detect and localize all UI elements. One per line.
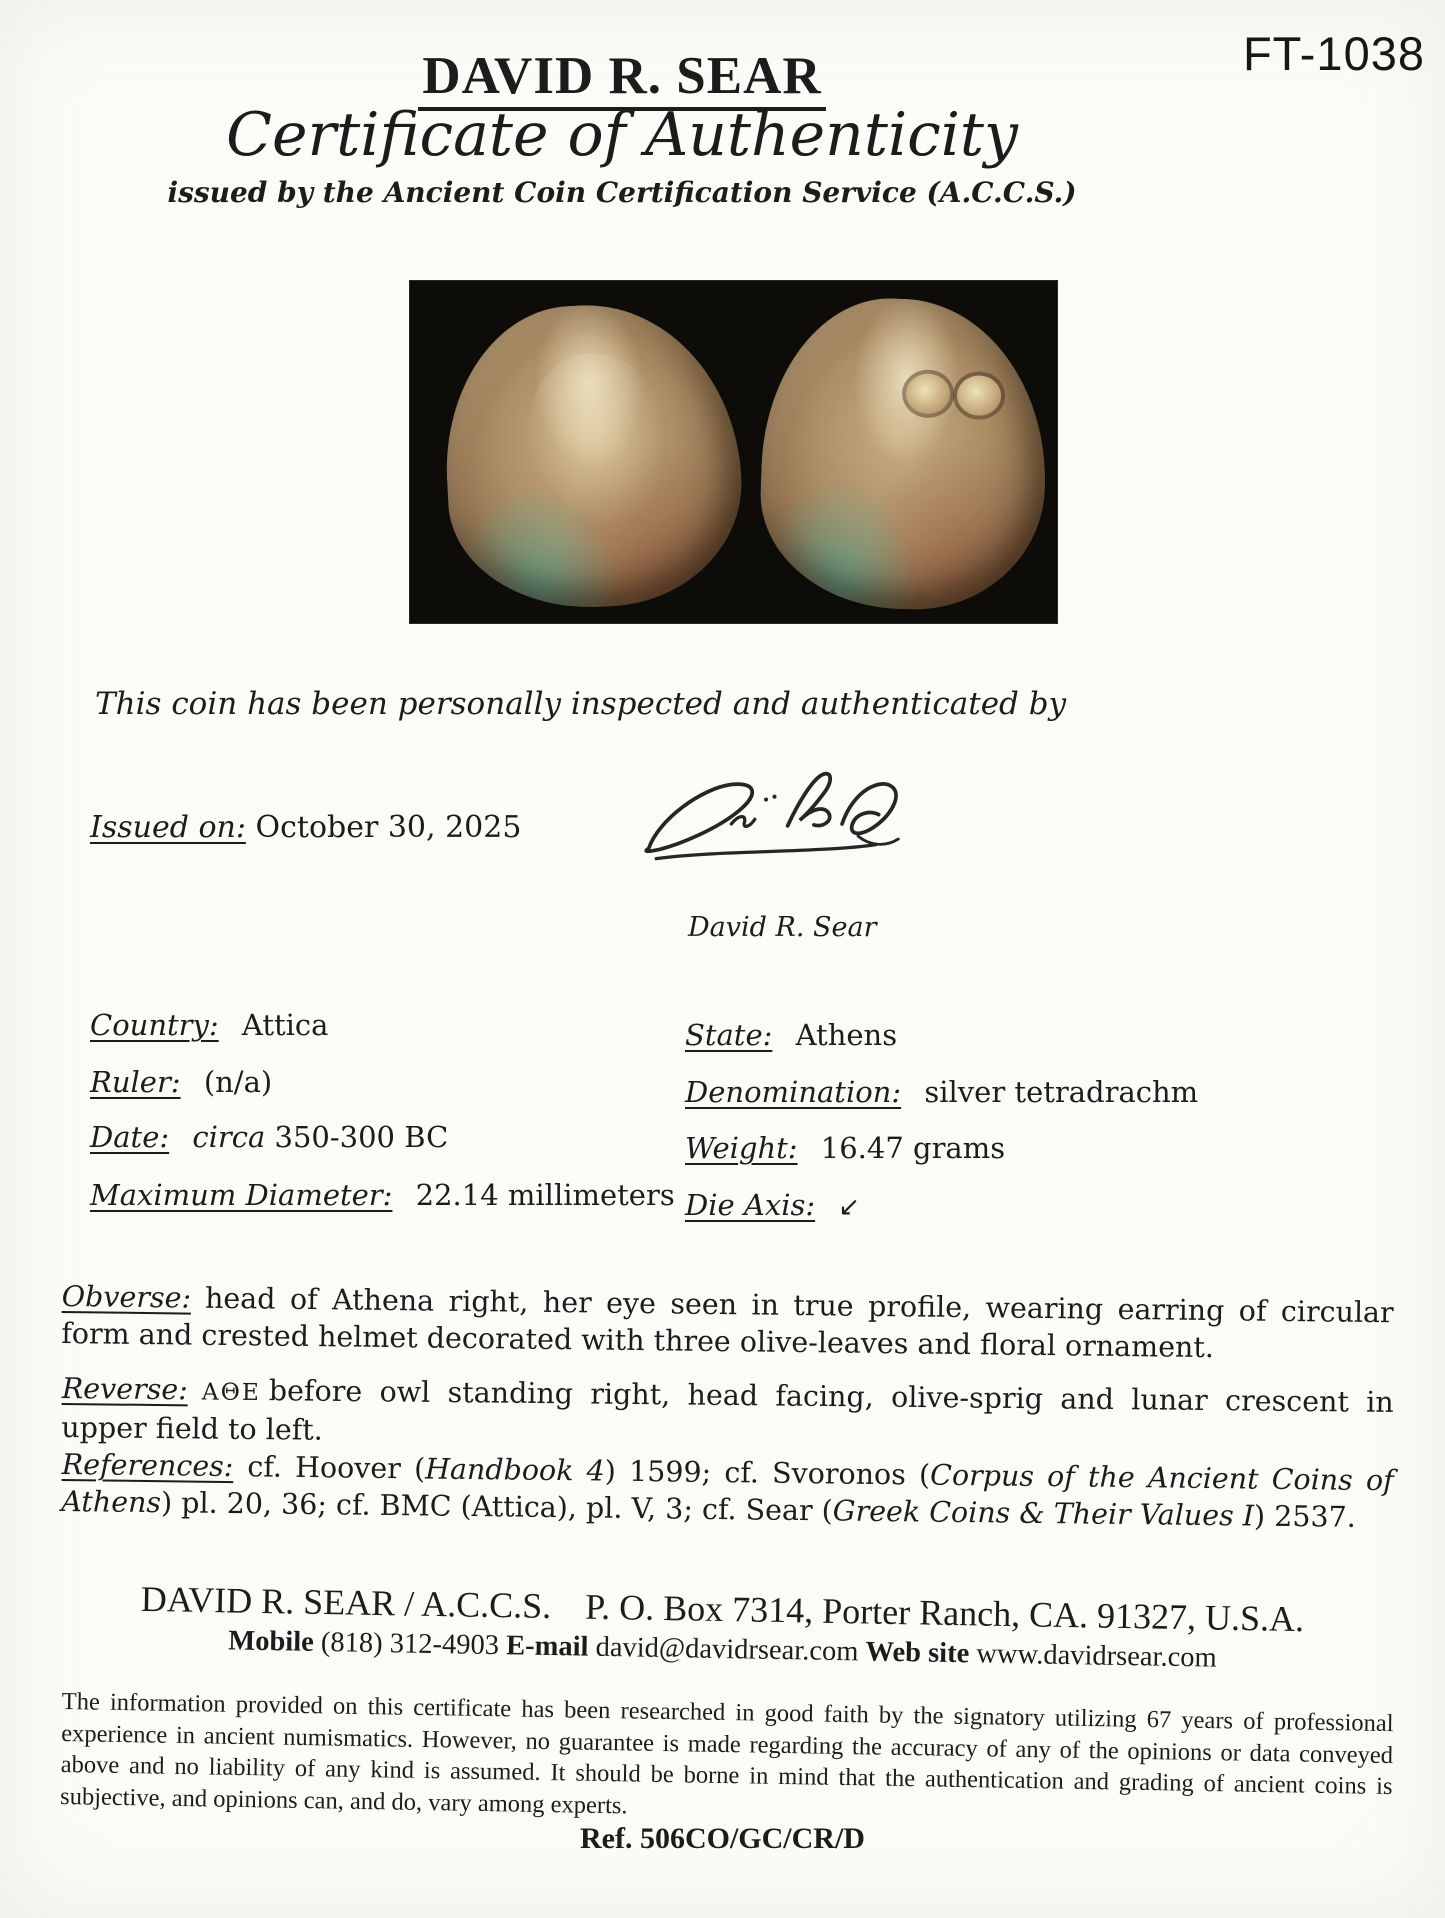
certificate-number: FT-1038 [1242,27,1425,80]
certificate-subtitle: issued by the Ancient Coin Certification Service (A.C.C.S.) [167,176,1077,209]
max-diameter-value: 22.14 millimeters [415,1178,675,1212]
references-title-1: Handbook 4 [424,1452,605,1488]
field-die-axis [685,1188,860,1222]
reverse-label: Reverse: [61,1371,188,1407]
footer-issuer-name: DAVID R. SEAR / A.C.C.S. [140,1578,552,1627]
field-weight [685,1131,1005,1165]
obverse-description [61,1278,1394,1368]
die-axis-label: Die Axis: [685,1188,816,1222]
date-value: 350-300 BC [274,1120,449,1154]
country-value: Attica [241,1008,329,1042]
issuer-name-heading: DAVID R. SEAR [0,46,1244,106]
references-title-2: Corpus of the Ancient Coins of Athens [61,1458,1394,1520]
field-state [685,1018,897,1052]
mobile-number: (818) 312-4903 [320,1626,500,1662]
field-denomination [685,1075,1198,1109]
max-diameter-label: Maximum Diameter: [90,1178,393,1212]
attestation-text: This coin has been personally inspected and authenticated by [95,686,1067,722]
ruler-value: (n/a) [203,1065,273,1099]
ruler-label: Ruler: [90,1065,181,1099]
references-text: cf. Hoover ( [247,1450,426,1486]
coin-obverse-image [438,298,747,615]
country-label: Country: [90,1008,219,1042]
mobile-label: Mobile [228,1625,315,1658]
website-label: Web site [865,1636,970,1670]
issued-on-value: October 30, 2025 [255,810,522,845]
email-address: david@davidrsear.com [595,1631,859,1668]
obverse-label: Obverse: [61,1279,192,1315]
date-label: Date: [90,1120,170,1154]
obverse-text: head of Athena right, her eye seen in true profile, wearing earring of circular form and crested helmet decorated with three olive-leaves and floral ornament. [61,1281,1394,1365]
references-label: References: [61,1447,234,1484]
state-value: Athens [795,1018,898,1052]
state-label: State: [685,1018,773,1052]
references-text: ) 2537. [1253,1499,1357,1534]
weight-label: Weight: [685,1131,798,1165]
references-text: ) pl. 20, 36; cf. BMC (Attica), pl. V, 3; cf. Sear ( [160,1486,833,1528]
references-title-3: Greek Coins & Their Values I [832,1494,1255,1533]
footer-address: P. O. Box 7314, Porter Ranch, CA. 91327, U.S.A. [584,1586,1305,1640]
issued-on-label: Issued on: [90,810,246,845]
coin-reverse-image [757,294,1052,614]
weight-value: 16.47 grams [820,1131,1006,1165]
coin-photo [410,281,1057,623]
issued-on-row [90,810,521,845]
certificate-title: Certificate of Authenticity [226,100,1018,170]
die-axis-value: ↙ [838,1192,861,1222]
field-country [90,1008,328,1042]
reverse-description [61,1370,1394,1460]
references-text: ) 1599; cf. Svoronos ( [604,1454,931,1492]
email-label: E-mail [505,1630,589,1663]
reverse-text: before owl standing right, head facing, olive-sprig and lunar crescent in upper field to left. [61,1374,1394,1447]
reverse-greek-legend: ΑΘΕ [201,1377,262,1407]
date-value-circa: circa [192,1120,266,1154]
references-paragraph [61,1446,1394,1536]
signatory-printed-name: David R. Sear [688,912,877,943]
field-date [90,1120,448,1154]
website-address: www.davidrsear.com [976,1638,1217,1674]
signature-image [622,762,912,884]
disclaimer-text: The information provided on this certificate has been researched in good faith by the signatory utilizing 67 years of professional experience in ancient numismatics. However, no guarantee is made regarding the accuracy of any of the opinions or data conveyed above and no liability of any kind is assumed. It should be borne in mind that the authentication and grading of ancient coins is subjective, and opinions can, and do, vary among experts. [59,1687,1394,1819]
field-max-diameter [90,1178,675,1212]
denomination-value: silver tetradrachm [924,1075,1199,1109]
field-ruler [90,1065,272,1099]
denomination-label: Denomination: [685,1075,902,1109]
reference-number: Ref. 506CO/GC/CR/D [580,1822,865,1855]
